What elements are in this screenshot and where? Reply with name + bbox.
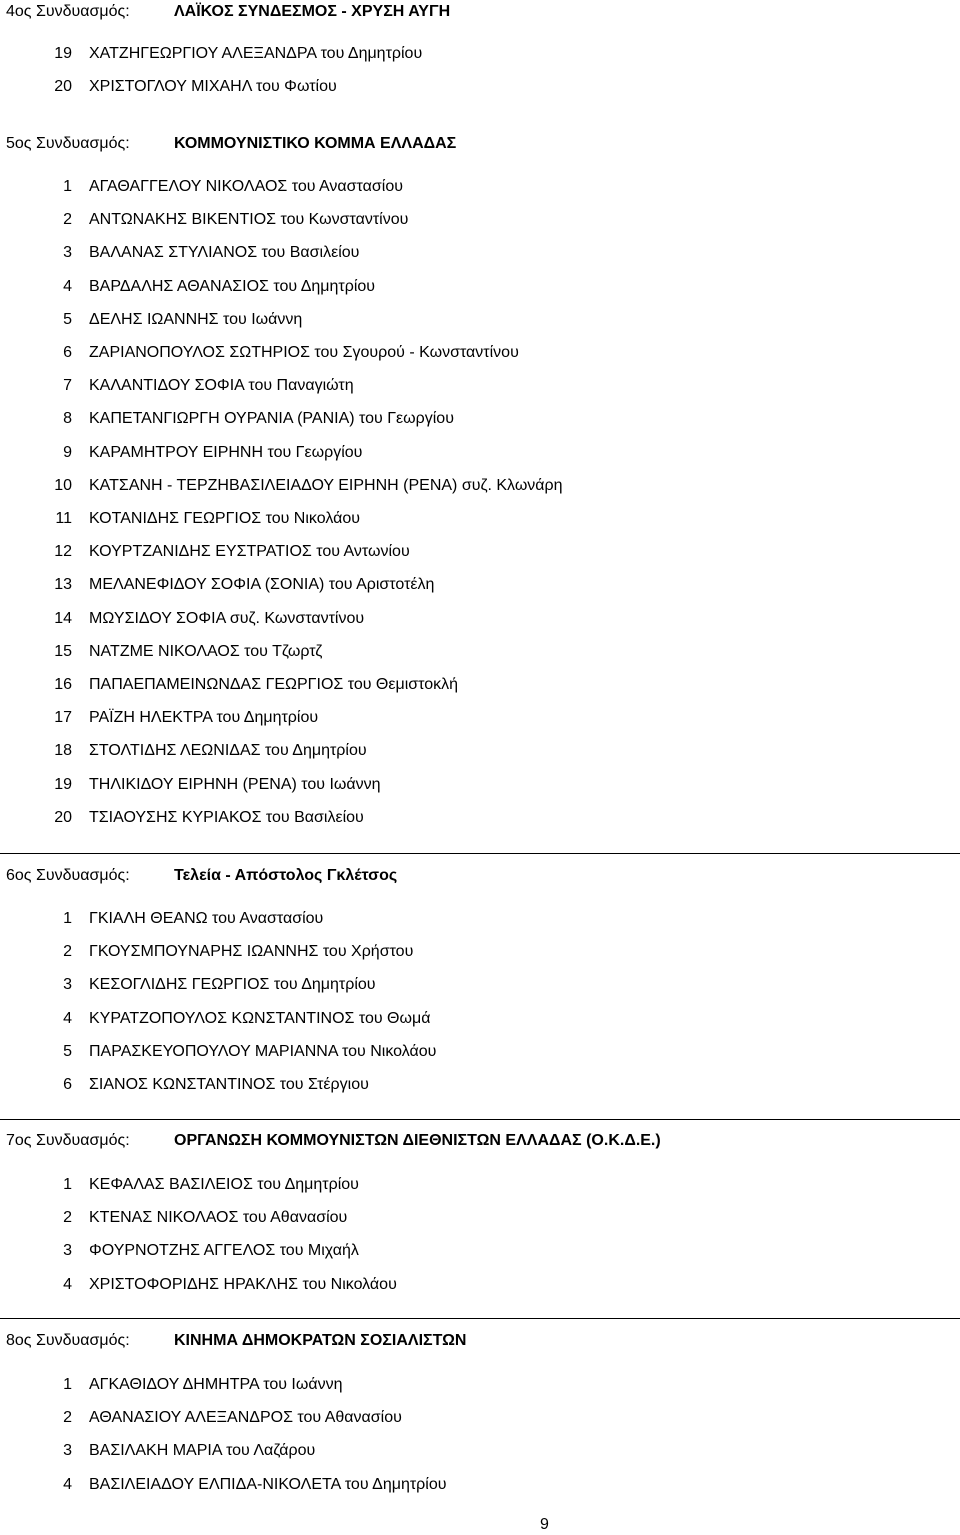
- section-title: ΟΡΓΑΝΩΣΗ ΚΟΜΜΟΥΝΙΣΤΩΝ ΔΙΕΘΝΙΣΤΩΝ ΕΛΛΑΔΑΣ (Ο.Κ.Δ.Ε.): [174, 1132, 661, 1149]
- candidate-name: ΓΚΟΥΣΜΠΟΥΝΑΡΗΣ ΙΩΑΝΝΗΣ του Χρήστου: [89, 943, 414, 961]
- candidate-number: 14: [54, 609, 72, 627]
- section-label: 8ος Συνδυασμός:: [6, 1332, 130, 1349]
- candidate-number: 4: [63, 277, 72, 295]
- candidate-number: 1: [63, 1376, 72, 1393]
- candidate-number: 5: [63, 310, 72, 328]
- candidate-number: 6: [63, 1076, 72, 1093]
- candidate-name: ΚΕΣΟΓΛΙΔΗΣ ΓΕΩΡΓΙΟΣ του Δημητρίου: [89, 976, 376, 994]
- candidate-number: 3: [63, 244, 72, 262]
- candidate-number: 3: [63, 976, 72, 994]
- candidate-number: 12: [54, 543, 72, 561]
- candidate-number: 16: [54, 676, 72, 693]
- candidate-name: ΡΑΪΖΗ ΗΛΕΚΤΡΑ του Δημητρίου: [89, 709, 319, 727]
- candidate-name: ΦΟΥΡΝΟΤΖΗΣ ΑΓΓΕΛΟΣ του Μιχαήλ: [89, 1242, 359, 1260]
- candidate-name: ΜΕΛΑΝΕΦΙΔΟΥ ΣΟΦΙΑ (ΣΟΝΙΑ) του Αριστοτέλη: [89, 576, 435, 594]
- candidate-name: ΣΤΟΛΤΙΔΗΣ ΛΕΩΝΙΔΑΣ του Δημητρίου: [89, 742, 367, 760]
- candidate-number: 20: [54, 78, 72, 96]
- candidate-number: 1: [63, 910, 72, 927]
- candidate-name: ΒΑΣΙΛΑΚΗ ΜΑΡΙΑ του Λαζάρου: [89, 1442, 316, 1460]
- section-divider: [0, 853, 960, 854]
- candidate-number: 20: [54, 808, 72, 826]
- candidate-name: ΓΚΙΑΛΗ ΘΕΑΝΩ του Αναστασίου: [89, 910, 324, 927]
- candidate-number: 19: [54, 45, 72, 62]
- candidate-number: 4: [63, 1475, 72, 1493]
- candidate-number: 10: [54, 476, 72, 494]
- candidate-name: ΝΑΤΖΜΕ ΝΙΚΟΛΑΟΣ του Τζωρτζ: [89, 642, 323, 660]
- candidate-number: 1: [63, 1176, 72, 1193]
- section-title: ΛΑΪΚΟΣ ΣΥΝΔΕΣΜΟΣ - ΧΡΥΣΗ ΑΥΓΗ: [174, 3, 451, 20]
- candidate-name: ΧΡΙΣΤΟΦΟΡΙΔΗΣ ΗΡΑΚΛΗΣ του Νικολάου: [89, 1275, 397, 1293]
- candidate-name: ΚΥΡΑΤΖΟΠΟΥΛΟΣ ΚΩΝΣΤΑΝΤΙΝΟΣ του Θωμά: [89, 1009, 431, 1027]
- candidate-number: 2: [63, 211, 72, 229]
- section-label: 4ος Συνδυασμός:: [6, 3, 130, 20]
- candidate-name: ΣΙΑΝΟΣ ΚΩΝΣΤΑΝΤΙΝΟΣ του Στέργιου: [89, 1076, 369, 1093]
- candidate-name: ΑΝΤΩΝΑΚΗΣ ΒΙΚΕΝΤΙΟΣ του Κωνσταντίνου: [89, 211, 409, 229]
- candidate-name: ΚΕΦΑΛΑΣ ΒΑΣΙΛΕΙΟΣ του Δημητρίου: [89, 1176, 359, 1193]
- candidate-number: 15: [54, 642, 72, 660]
- candidate-number: 5: [63, 1042, 72, 1060]
- candidate-name: ΒΑΛΑΝΑΣ ΣΤΥΛΙΑΝΟΣ του Βασιλείου: [89, 244, 360, 262]
- candidate-name: ΠΑΡΑΣΚΕΥΟΠΟΥΛΟΥ ΜΑΡΙΑΝΝΑ του Νικολάου: [89, 1042, 437, 1060]
- candidate-name: ΔΕΛΗΣ ΙΩΑΝΝΗΣ του Ιωάννη: [89, 310, 303, 328]
- candidate-number: 7: [63, 377, 72, 395]
- candidate-number: 19: [54, 775, 72, 793]
- candidate-number: 11: [55, 510, 72, 527]
- candidate-name: ΧΡΙΣΤΟΓΛΟΥ ΜΙΧΑΗΛ του Φωτίου: [89, 78, 337, 96]
- candidate-name: ΚΑΛΑΝΤΙΔΟΥ ΣΟΦΙΑ του Παναγιώτη: [89, 377, 354, 395]
- section-divider: [0, 1318, 960, 1319]
- candidate-number: 4: [63, 1275, 72, 1293]
- candidate-name: ΑΓΑΘΑΓΓΕΛΟΥ ΝΙΚΟΛΑΟΣ του Αναστασίου: [89, 178, 403, 195]
- candidate-name: ΚΑΡΑΜΗΤΡΟΥ ΕΙΡΗΝΗ του Γεωργίου: [89, 443, 363, 461]
- candidate-number: 3: [63, 1442, 72, 1460]
- candidate-name: ΑΓΚΑΘΙΔΟΥ ΔΗΜΗΤΡΑ του Ιωάννη: [89, 1376, 343, 1393]
- section-label: 7ος Συνδυασμός:: [6, 1132, 130, 1149]
- candidate-name: ΚΤΕΝΑΣ ΝΙΚΟΛΑΟΣ του Αθανασίου: [89, 1209, 348, 1227]
- section-label: 6ος Συνδυασμός:: [6, 867, 130, 884]
- candidate-number: 2: [63, 1209, 72, 1227]
- candidate-name: ΜΩΥΣΙΔΟΥ ΣΟΦΙΑ συζ. Κωνσταντίνου: [89, 609, 365, 627]
- section-divider: [0, 1119, 960, 1120]
- candidate-number: 9: [63, 443, 72, 461]
- candidate-name: ΚΑΤΣΑΝΗ - ΤΕΡΖΗΒΑΣΙΛΕΙΑΔΟΥ ΕΙΡΗΝΗ (ΡΕΝΑ) συζ. Κλωνάρη: [89, 476, 563, 494]
- section-title: Τελεία - Απόστολος Γκλέτσος: [174, 867, 398, 884]
- candidate-name: ΤΣΙΑΟΥΣΗΣ ΚΥΡΙΑΚΟΣ του Βασιλείου: [89, 808, 364, 826]
- candidate-number: 13: [54, 576, 72, 594]
- candidate-number: 2: [63, 1409, 72, 1427]
- candidate-number: 8: [63, 410, 72, 428]
- page-number: 9: [540, 1516, 549, 1533]
- section-title: ΚΙΝΗΜΑ ΔΗΜΟΚΡΑΤΩΝ ΣΟΣΙΑΛΙΣΤΩΝ: [174, 1332, 467, 1349]
- candidate-name: ΠΑΠΑΕΠΑΜΕΙΝΩΝΔΑΣ ΓΕΩΡΓΙΟΣ του Θεμιστοκλή: [89, 676, 459, 693]
- candidate-number: 1: [63, 178, 72, 195]
- candidate-name: ΒΑΣΙΛΕΙΑΔΟΥ ΕΛΠΙΔΑ-ΝΙΚΟΛΕΤΑ του Δημητρίου: [89, 1475, 447, 1493]
- candidate-name: ΧΑΤΖΗΓΕΩΡΓΙΟΥ ΑΛΕΞΑΝΔΡΑ του Δημητρίου: [89, 45, 423, 62]
- candidate-number: 6: [63, 344, 72, 361]
- section-label: 5ος Συνδυασμός:: [6, 135, 130, 152]
- candidate-name: ΑΘΑΝΑΣΙΟΥ ΑΛΕΞΑΝΔΡΟΣ του Αθανασίου: [89, 1409, 402, 1427]
- candidate-name: ΤΗΛΙΚΙΔΟΥ ΕΙΡΗΝΗ (ΡΕΝΑ) του Ιωάννη: [89, 775, 381, 793]
- candidate-number: 18: [54, 742, 72, 760]
- candidate-number: 4: [63, 1009, 72, 1027]
- candidate-name: ΖΑΡΙΑΝΟΠΟΥΛΟΣ ΣΩΤΗΡΙΟΣ του Σγουρού - Κωνσταντίνου: [89, 344, 519, 361]
- candidate-number: 2: [63, 943, 72, 961]
- candidate-name: ΚΑΠΕΤΑΝΓΙΩΡΓΗ ΟΥΡΑΝΙΑ (ΡΑΝΙΑ) του Γεωργίου: [89, 410, 454, 428]
- candidate-name: ΚΟΥΡΤΖΑΝΙΔΗΣ ΕΥΣΤΡΑΤΙΟΣ του Αντωνίου: [89, 543, 410, 561]
- candidate-number: 17: [54, 709, 72, 727]
- section-title: ΚΟΜΜΟΥΝΙΣΤΙΚΟ ΚΟΜΜΑ ΕΛΛΑΔΑΣ: [174, 135, 457, 152]
- candidate-name: ΚΟΤΑΝΙΔΗΣ ΓΕΩΡΓΙΟΣ του Νικολάου: [89, 510, 360, 527]
- candidate-name: ΒΑΡΔΑΛΗΣ ΑΘΑΝΑΣΙΟΣ του Δημητρίου: [89, 277, 376, 295]
- candidate-number: 3: [63, 1242, 72, 1260]
